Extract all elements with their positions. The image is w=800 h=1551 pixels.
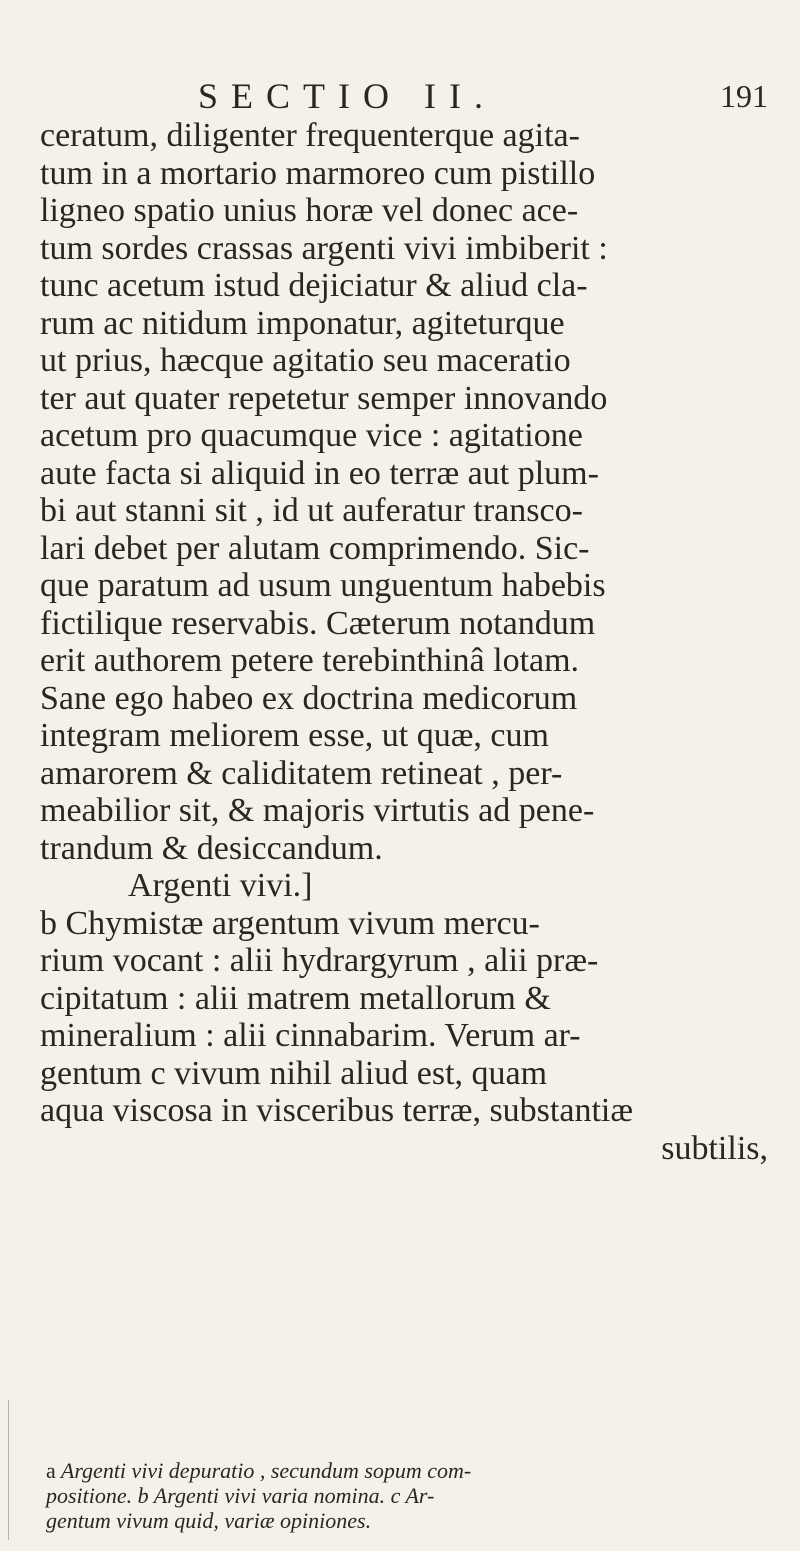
text-line: trandum & desiccandum.	[40, 829, 383, 867]
text-line: aqua viscosa in visceribus terræ, substantiæ	[40, 1092, 634, 1129]
text-line: que paratum ad usum unguentum habebis	[40, 567, 606, 604]
section-title: SECTIO II.	[198, 76, 496, 116]
text-line: tunc acetum istud dejiciatur & aliud cla-	[40, 267, 588, 304]
text-line: lari debet per alutam comprimendo. Sic-	[40, 529, 590, 567]
text-line: cipitatum : alii matrem metallorum &	[40, 979, 551, 1017]
note-text: gentum vivum quid, variæ opiniones.	[46, 1508, 372, 1533]
page-edge-line	[8, 1400, 9, 1540]
catchword-line: subtilis,	[661, 1129, 768, 1167]
text-line: ter aut quater repetetur semper innovando	[40, 379, 608, 417]
text-line: rum ac nitidum imponatur, agiteturque	[40, 304, 565, 342]
text-line: mineralium : alii cinnabarim. Verum ar-	[40, 1017, 581, 1054]
text-line: erit authorem petere terebinthinâ lotam.	[40, 642, 580, 679]
note-text: positione. b Argenti vivi varia nomina. c Ar-	[46, 1483, 435, 1508]
subheading-line: Argenti vivi.]	[128, 867, 313, 904]
marginal-notes	[46, 1458, 776, 1533]
note-sigil: a	[46, 1458, 56, 1483]
text-line: gentum c vivum nihil aliud est, quam	[40, 1054, 548, 1092]
note-line	[46, 1483, 776, 1508]
note-text: Argenti vivi depuratio , secundum sopum com-	[60, 1458, 472, 1483]
text-line: bi aut stanni sit , id ut auferatur transco-	[40, 492, 583, 529]
text-line: tum in a mortario marmoreo cum pistillo	[40, 154, 596, 192]
text-line: ceratum, diligenter frequenterque agita-	[40, 117, 580, 154]
text-line: fictilique reservabis. Cæterum notandum	[40, 604, 596, 642]
text-line: aute facta si aliquid in eo terræ aut plum-	[40, 454, 599, 492]
text-line: Sane ego habeo ex doctrina medicorum	[40, 679, 578, 717]
body-text	[40, 117, 770, 1167]
text-line: acetum pro quacumque vice : agitatione	[40, 417, 583, 454]
page-number: 191	[720, 78, 768, 114]
text-line: amarorem & caliditatem retineat , per-	[40, 754, 563, 792]
text-line: b Chymistæ argentum vivum mercu-	[40, 904, 540, 942]
text-line: ut prius, hæcque agitatio seu maceratio	[40, 342, 571, 379]
running-head	[198, 76, 768, 116]
text-line: tum sordes crassas argenti vivi imbiberit :	[40, 229, 608, 267]
text-line: meabilior sit, & majoris virtutis ad pene-	[40, 792, 595, 829]
text-line: ligneo spatio unius horæ vel donec ace-	[40, 192, 579, 229]
text-line: rium vocant : alii hydrargyrum , alii præ-	[40, 942, 599, 979]
text-line: integram meliorem esse, ut quæ, cum	[40, 717, 549, 754]
note-line	[46, 1458, 776, 1483]
note-line	[46, 1508, 776, 1533]
